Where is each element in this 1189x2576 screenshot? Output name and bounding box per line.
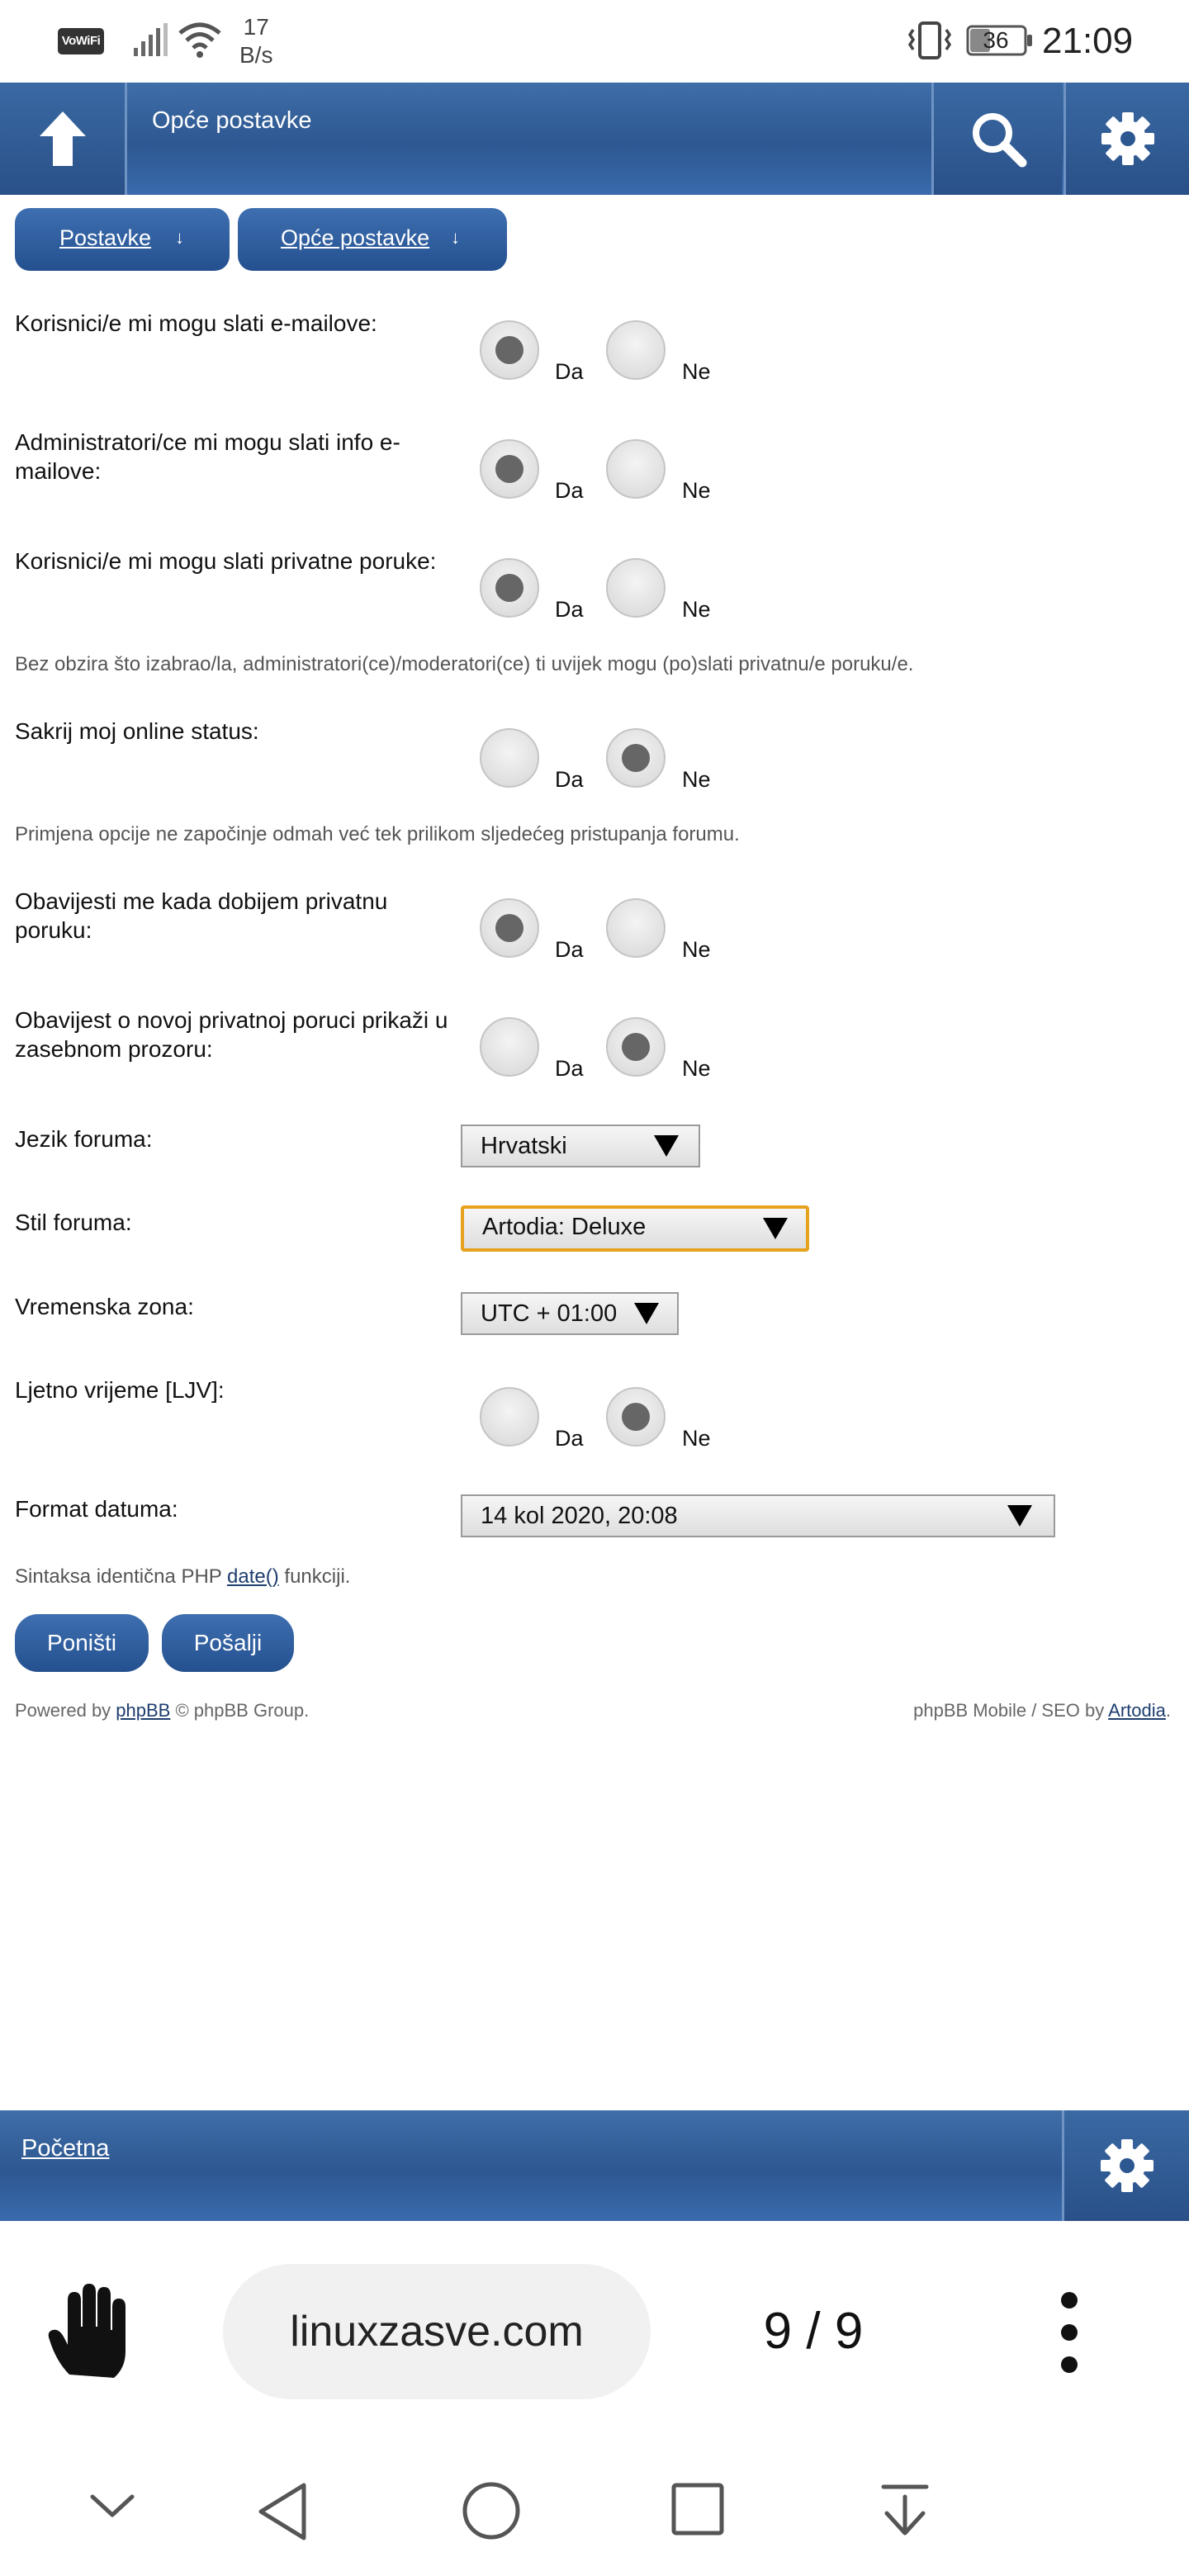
submit-button[interactable]: Pošalji xyxy=(162,1614,294,1672)
wifi-icon xyxy=(177,21,223,59)
notification-pull-icon[interactable] xyxy=(880,2482,930,2540)
hint-text: Sintaksa identična PHP xyxy=(15,1565,228,1588)
date-function-link[interactable]: date() xyxy=(227,1565,279,1588)
notify-pm-label xyxy=(15,887,387,945)
language-select[interactable] xyxy=(461,1125,700,1167)
reset-button[interactable]: Poništi xyxy=(15,1614,149,1672)
recents-icon[interactable] xyxy=(670,2482,725,2536)
style-select[interactable] xyxy=(461,1205,809,1252)
admin-email-yes-radio[interactable] xyxy=(480,439,539,499)
search-button[interactable] xyxy=(931,83,1062,195)
dst-no-radio[interactable] xyxy=(606,1387,666,1447)
breadcrumb-postavke[interactable] xyxy=(15,208,230,271)
label-line: zasebnom prozoru: xyxy=(15,1036,213,1062)
vowifi-badge: VoWiFi xyxy=(58,28,104,54)
no-label: Ne xyxy=(682,359,711,384)
no-label: Ne xyxy=(682,1426,711,1451)
forum-header xyxy=(0,83,1189,195)
more-menu-icon[interactable] xyxy=(1049,2287,1090,2378)
credits-text: . xyxy=(1165,1700,1171,1721)
forum-footer-bar xyxy=(0,2110,1189,2221)
credits-text: © phpBB Group. xyxy=(170,1700,310,1721)
language-value: Hrvatski xyxy=(481,1133,567,1159)
timezone-value: UTC + 01:00 xyxy=(481,1300,618,1327)
no-label: Ne xyxy=(682,767,711,792)
credits-text: phpBB Mobile / SEO by xyxy=(913,1700,1109,1721)
allow-pm-label: Korisnici/e mi mogu slati privatne poruke: xyxy=(15,548,437,574)
notify-pm-no-radio[interactable] xyxy=(606,898,666,958)
network-speed xyxy=(239,13,272,69)
chevron-down-icon[interactable] xyxy=(89,2490,135,2523)
label-line: Obavijesti me kada dobijem privatnu xyxy=(15,888,388,914)
allow-pm-yes-radio[interactable] xyxy=(480,558,539,618)
no-label: Ne xyxy=(682,597,711,622)
allow-email-no-radio[interactable] xyxy=(606,320,666,380)
search-icon xyxy=(969,110,1027,168)
date-format-value: 14 kol 2020, 20:08 xyxy=(481,1503,678,1529)
home-icon[interactable] xyxy=(461,2480,522,2541)
admin-email-no-radio[interactable] xyxy=(606,439,666,499)
yes-label: Da xyxy=(555,1426,584,1451)
popup-pm-no-radio[interactable] xyxy=(606,1017,666,1077)
home-link[interactable]: Početna xyxy=(21,2135,110,2162)
hand-icon[interactable] xyxy=(45,2282,135,2381)
down-arrow-icon: ↓ xyxy=(451,227,460,248)
breadcrumb-label: Postavke xyxy=(59,225,152,250)
notify-pm-yes-radio[interactable] xyxy=(480,898,539,958)
style-label: Stil foruma: xyxy=(15,1210,132,1235)
date-format-select[interactable] xyxy=(461,1494,1055,1537)
hide-online-label: Sakrij moj online status: xyxy=(15,718,259,744)
pm-hint: Bez obzira što izabrao/la, administratori(ce)/moderatori(ce) ti uvijek mogu (po)slati privatnu/e poruku/e. xyxy=(15,653,914,675)
breadcrumb-opce-postavke[interactable] xyxy=(238,208,507,271)
dropdown-arrow-icon xyxy=(654,1135,679,1157)
phpbb-link[interactable]: phpBB xyxy=(116,1700,171,1721)
no-label: Ne xyxy=(682,937,711,962)
artodia-link[interactable]: Artodia xyxy=(1108,1700,1166,1721)
speed-value: 17 xyxy=(243,14,269,40)
no-label: Ne xyxy=(682,1056,711,1081)
system-nav-bar xyxy=(0,2444,1189,2576)
status-bar xyxy=(0,0,1189,83)
speed-unit: B/s xyxy=(239,42,273,68)
hide-online-no-radio[interactable] xyxy=(606,728,666,788)
breadcrumb-label: Opće postavke xyxy=(281,225,430,250)
timezone-label: Vremenska zona: xyxy=(15,1294,194,1319)
page-title: Opće postavke xyxy=(152,107,312,134)
gear-icon xyxy=(1101,111,1155,166)
language-label: Jezik foruma: xyxy=(15,1126,153,1152)
yes-label: Da xyxy=(555,597,584,622)
down-arrow-icon: ↓ xyxy=(175,227,184,248)
browser-toolbar xyxy=(0,2221,1189,2444)
battery-level: 36 xyxy=(983,27,1009,53)
tab-count[interactable]: 9 / 9 xyxy=(763,2303,864,2360)
settings-button[interactable] xyxy=(1063,83,1189,195)
vibrate-icon xyxy=(907,20,953,61)
admin-email-label xyxy=(15,428,400,485)
back-icon[interactable] xyxy=(254,2480,309,2543)
label-line: Administratori/ce mi mogu slati info e- xyxy=(15,429,400,455)
style-value: Artodia: Deluxe xyxy=(482,1214,647,1240)
credits-text: Powered by xyxy=(15,1700,116,1721)
hide-online-yes-radio[interactable] xyxy=(480,728,539,788)
credits-left xyxy=(15,1699,309,1722)
dropdown-arrow-icon xyxy=(1007,1505,1032,1527)
date-hint xyxy=(15,1565,350,1589)
online-hint: Primjena opcije ne započinje odmah već tek prilikom sljedećeg pristupanja forumu. xyxy=(15,823,740,845)
no-label: Ne xyxy=(682,478,711,503)
allow-email-label: Korisnici/e mi mogu slati e-mailove: xyxy=(15,310,377,336)
popup-pm-label xyxy=(15,1006,448,1063)
yes-label: Da xyxy=(555,937,584,962)
date-format-label: Format datuma: xyxy=(15,1496,178,1522)
credits-right xyxy=(913,1699,1171,1722)
dst-yes-radio[interactable] xyxy=(480,1387,539,1447)
yes-label: Da xyxy=(555,359,584,384)
popup-pm-yes-radio[interactable] xyxy=(480,1017,539,1077)
label-line: poruku: xyxy=(15,917,92,943)
url-bar[interactable]: linuxzasve.com xyxy=(223,2264,651,2399)
up-arrow-icon xyxy=(38,110,88,168)
label-line: Obavijest o novoj privatnoj poruci prikaži u xyxy=(15,1007,448,1033)
dropdown-arrow-icon xyxy=(763,1218,788,1239)
footer-settings-button[interactable] xyxy=(1062,2110,1189,2221)
yes-label: Da xyxy=(555,1056,584,1081)
hint-text: funkciji. xyxy=(278,1565,351,1588)
signal-icon xyxy=(132,23,168,58)
allow-email-yes-radio[interactable] xyxy=(480,320,539,380)
dropdown-arrow-icon xyxy=(634,1303,659,1324)
clock: 21:09 xyxy=(1042,21,1134,61)
label-line: mailove: xyxy=(15,458,102,484)
allow-pm-no-radio[interactable] xyxy=(606,558,666,618)
dst-label: Ljetno vrijeme [LJV]: xyxy=(15,1377,225,1403)
timezone-select[interactable] xyxy=(461,1292,679,1335)
yes-label: Da xyxy=(555,767,584,792)
yes-label: Da xyxy=(555,478,584,503)
up-button[interactable] xyxy=(0,83,127,195)
gear-icon xyxy=(1100,2138,1154,2193)
